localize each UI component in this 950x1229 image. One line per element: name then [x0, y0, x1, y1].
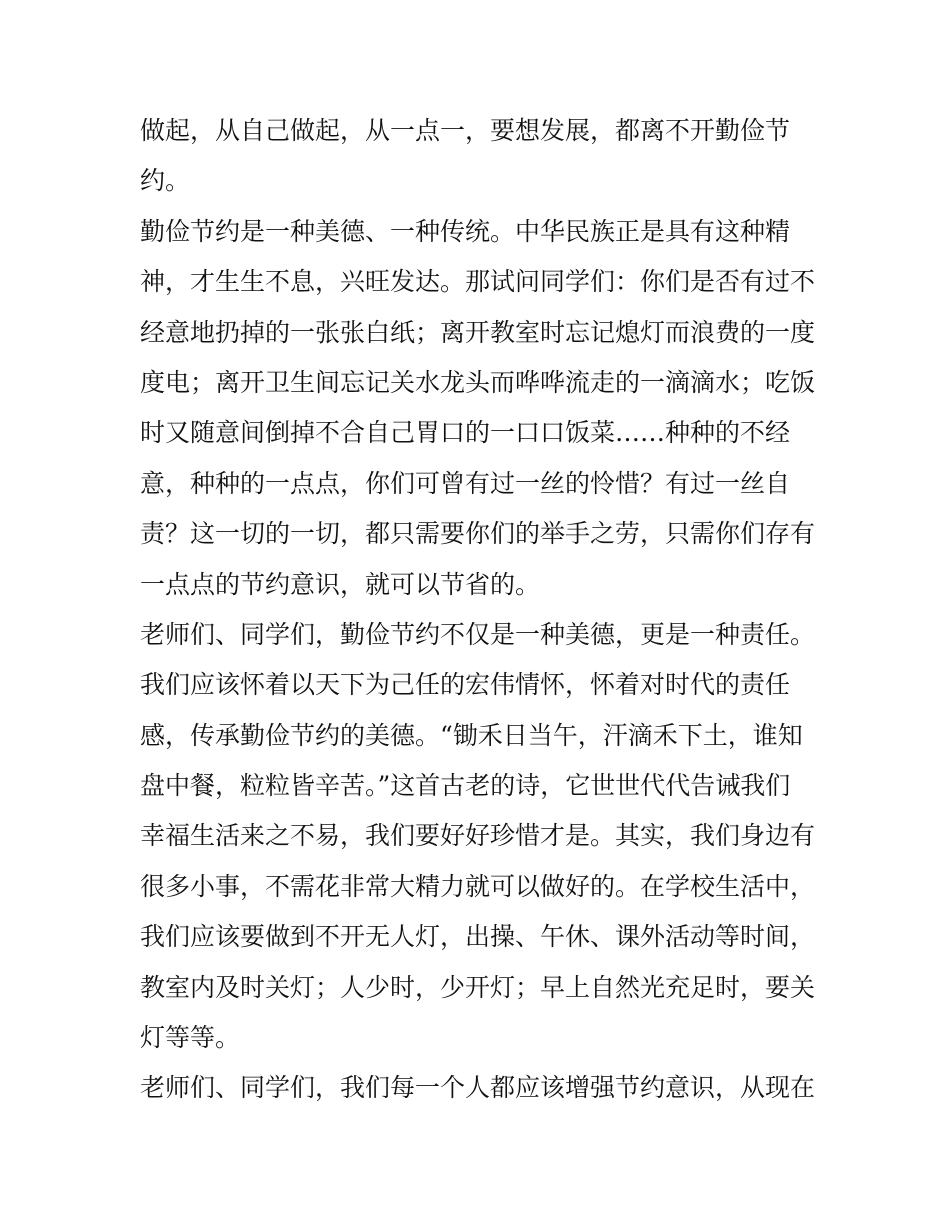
- text-line: 意，种种的一点点，你们可曾有过一丝的怜惜？有过一丝自: [140, 468, 791, 498]
- text-line: 做起，从自己做起，从一点一，要想发展，都离不开勤俭节: [140, 116, 791, 145]
- text-line: 时又随意间倒掉不合自己胃口的一口口饭菜……种种的不经: [140, 418, 791, 448]
- text-line: 约。: [140, 166, 191, 196]
- text-line: 神，才生生不息，兴旺发达。那试问同学们：你们是否有过不: [140, 267, 816, 297]
- paragraph-4: [140, 1063, 820, 1113]
- text-line: 盘中餐，粒粒皆辛苦。”这首古老的诗，它世世代代告诫我们: [140, 771, 791, 801]
- text-line: 责？这一切的一切，都只需要你们的举手之劳，只需你们存有: [140, 519, 816, 549]
- text-line: 我们应该要做到不开无人灯，出操、午休、课外活动等时间，: [140, 922, 816, 952]
- text-line: 很多小事，不需花非常大精力就可以做好的。在学校生活中，: [140, 871, 816, 901]
- text-line: 幸福生活来之不易，我们要好好珍惜才是。其实，我们身边有: [140, 821, 816, 851]
- text-line: 一点点的节约意识，就可以节省的。: [140, 569, 541, 599]
- text-line: 我们应该怀着以天下为己任的宏伟情怀，怀着对时代的责任: [140, 670, 791, 700]
- text-line: 感，传承勤俭节约的美德。“锄禾日当午，汗滴禾下土，谁知: [140, 720, 803, 750]
- text-line: 教室内及时关灯；人少时，少开灯；早上自然光充足时，要关: [140, 972, 816, 1002]
- body-text: [140, 106, 820, 1114]
- paragraph-1: [140, 106, 820, 207]
- text-line: 老师们、同学们，勤俭节约不仅是一种美德，更是一种责任。: [140, 619, 816, 649]
- text-line: 经意地扔掉的一张张白纸；离开教室时忘记熄灯而浪费的一度: [140, 317, 816, 347]
- text-line: 老师们、同学们，我们每一个人都应该增强节约意识，从现在: [140, 1073, 816, 1103]
- paragraph-2: [140, 207, 820, 610]
- paragraph-3: [140, 610, 820, 1064]
- text-line: 度电；离开卫生间忘记关水龙头而哗哗流走的一滴滴水；吃饭: [140, 367, 816, 397]
- text-line: 灯等等。: [140, 1023, 241, 1053]
- text-line: 勤俭节约是一种美德、一种传统。中华民族正是具有这种精: [140, 216, 791, 246]
